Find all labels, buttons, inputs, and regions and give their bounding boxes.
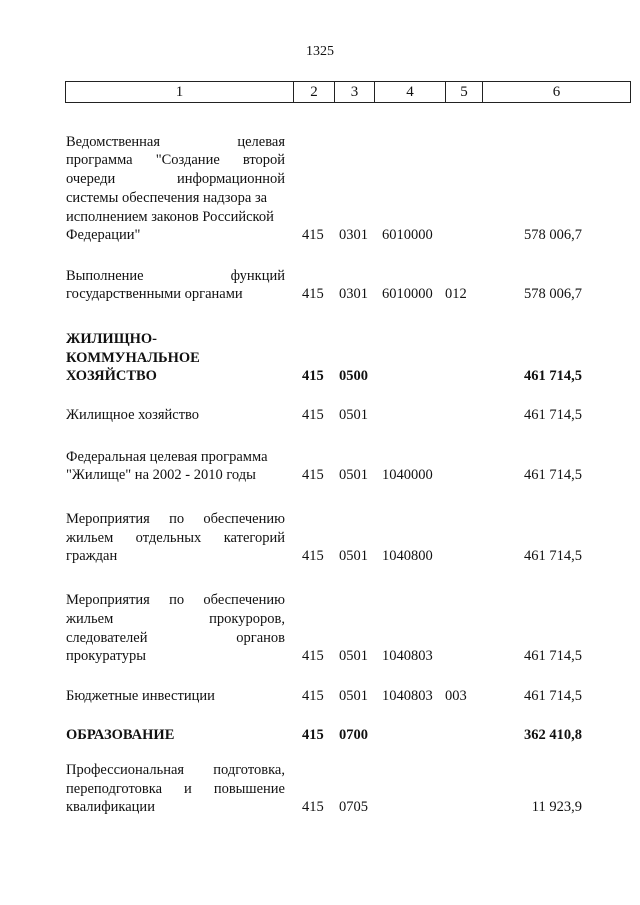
description-word: "Создание (155, 152, 220, 169)
section-code: 0501 (339, 548, 368, 565)
grbs-code: 415 (302, 648, 324, 665)
description-word: второй (242, 152, 285, 169)
amount-value: 11 923,9 (531, 799, 582, 816)
amount-value: 461 714,5 (524, 368, 582, 385)
description-line (66, 780, 285, 799)
description-word: подготовка, (213, 761, 285, 778)
description-word: граждан (66, 548, 118, 565)
grbs-code: 415 (302, 227, 324, 244)
target-code: 1040803 (382, 688, 433, 705)
description-word: обеспечению (203, 592, 285, 609)
grbs-code: 415 (302, 688, 324, 705)
section-code: 0501 (339, 688, 368, 705)
amount-value: 578 006,7 (524, 227, 582, 244)
expense-type-code: 003 (445, 688, 467, 705)
description-word: прокуратуры (66, 648, 147, 665)
target-code: 6010000 (382, 227, 433, 244)
description-word: отдельных (135, 529, 202, 546)
section-code: 0501 (339, 648, 368, 665)
description-word: следователей (66, 629, 148, 646)
grbs-code: 415 (302, 467, 324, 484)
section-code: 0700 (339, 727, 368, 744)
description-word: Федеральная целевая программа (66, 448, 268, 465)
expense-type-code: 012 (445, 286, 467, 303)
grbs-code: 415 (302, 368, 324, 385)
description-word: функций (230, 267, 285, 284)
section-code: 0501 (339, 407, 368, 424)
amount-value: 461 714,5 (524, 688, 582, 705)
description-word: КОММУНАЛЬНОЕ (66, 349, 200, 366)
description-word: информационной (176, 171, 285, 188)
description-word: Мероприятия (66, 510, 150, 527)
grbs-code: 415 (302, 407, 324, 424)
section-code: 0301 (339, 227, 368, 244)
grbs-code: 415 (302, 727, 324, 744)
target-code: 1040800 (382, 548, 433, 565)
amount-value: 578 006,7 (524, 286, 582, 303)
section-code: 0500 (339, 368, 368, 385)
description-word: исполнением законов Российской (66, 208, 274, 225)
description-word: жильем (66, 529, 114, 546)
description-word: целевая (237, 133, 285, 150)
description-word: Жилищное хозяйство (66, 407, 200, 424)
description-word: органов (236, 629, 285, 646)
amount-value: 461 714,5 (524, 648, 582, 665)
description-word: Выполнение (66, 267, 144, 284)
description-line (66, 761, 285, 780)
description-word: государственными органами (66, 286, 243, 303)
description-word: жильем (66, 610, 114, 627)
description-word: ОБРАЗОВАНИЕ (66, 727, 175, 744)
description-word: очереди (66, 171, 116, 188)
row-description (66, 761, 285, 817)
column-header-6: 6 (483, 82, 631, 103)
description-word: по (169, 592, 185, 609)
amount-value: 461 714,5 (524, 407, 582, 424)
description-word: обеспечению (203, 510, 285, 527)
description-word: по (169, 510, 185, 527)
amount-value: 461 714,5 (524, 467, 582, 484)
target-code: 1040000 (382, 467, 433, 484)
description-word: Профессиональная (66, 761, 185, 778)
section-code: 0501 (339, 467, 368, 484)
column-header-3: 3 (335, 82, 375, 103)
column-header-5: 5 (446, 82, 483, 103)
section-code: 0301 (339, 286, 368, 303)
description-word: квалификации (66, 799, 155, 816)
description-line (66, 798, 285, 817)
section-code: 0705 (339, 799, 368, 816)
column-header-2: 2 (294, 82, 335, 103)
grbs-code: 415 (302, 286, 324, 303)
column-header-4: 4 (375, 82, 446, 103)
description-word: системы обеспечения надзора за (66, 189, 268, 206)
description-word: Бюджетные инвестиции (66, 688, 215, 705)
description-word: ЖИЛИЩНО- (66, 330, 158, 347)
description-word: ХОЗЯЙСТВО (66, 368, 157, 385)
description-word: категорий (223, 529, 285, 546)
description-word: программа (66, 152, 133, 169)
description-word: и (184, 780, 192, 797)
target-code: 6010000 (382, 286, 433, 303)
grbs-code: 415 (302, 799, 324, 816)
description-word: "Жилище" на 2002 - 2010 годы (66, 467, 256, 484)
description-word: Мероприятия (66, 592, 150, 609)
column-header-1: 1 (66, 82, 294, 103)
grbs-code: 415 (302, 548, 324, 565)
description-word: Федерации" (66, 227, 141, 244)
description-word: Ведомственная (66, 133, 161, 150)
target-code: 1040803 (382, 648, 433, 665)
description-word: прокуроров, (209, 610, 285, 627)
description-word: повышение (213, 780, 285, 797)
page-number: 1325 (306, 44, 334, 59)
amount-value: 362 410,8 (524, 727, 582, 744)
amount-value: 461 714,5 (524, 548, 582, 565)
description-word: переподготовка (66, 780, 162, 797)
